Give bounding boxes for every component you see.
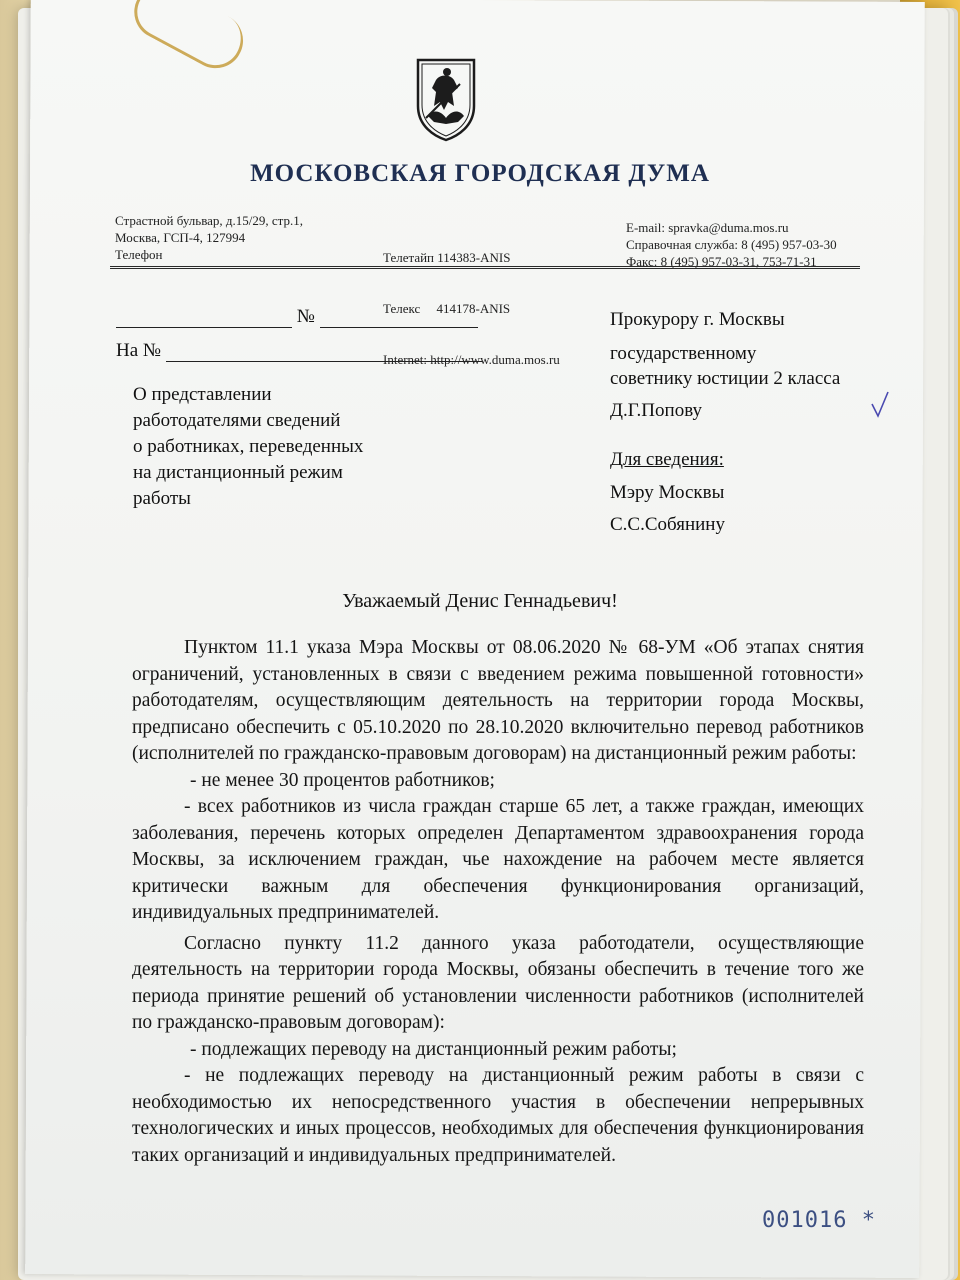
serial-number-stamp: 001016 * — [762, 1208, 876, 1233]
subject-line: о работниках, переведенных — [133, 436, 364, 457]
subject-line: на дистанционный режим — [133, 462, 343, 483]
cc-label: Для сведения: — [610, 449, 724, 470]
telex-line: Телекс 414178-ANIS — [383, 301, 511, 316]
reply-number-field — [116, 340, 482, 362]
subject-line: работы — [133, 488, 191, 509]
cc-line: Мэру Москвы — [610, 482, 725, 503]
address-line: Телефон — [115, 247, 163, 262]
list-item: - подлежащих переводу на дистанционный режим работы; — [190, 1038, 677, 1060]
date-blank — [116, 309, 292, 328]
address-block — [115, 212, 303, 263]
address-line: Москва, ГСП-4, 127994 — [115, 230, 246, 245]
subject-line: О представлении — [133, 384, 272, 405]
list-item: - всех работников из числа граждан старше 65 лет, а также граждан, имеющих заболевания, перечень которых определен Департаментом здравоохранения города Москвы, за исключением граждан, чье нахождение на рабочем месте является критически важным для обеспечения функционирования организаций, индивидуальных предпринимателей. — [132, 796, 864, 923]
reply-blank — [166, 343, 482, 362]
recipient-line: советнику юстиции 2 класса — [610, 368, 841, 389]
help-line: Справочная служба: 8 (495) 957-03-30 — [626, 237, 837, 252]
letter-body — [132, 635, 864, 1169]
number-sign: № — [296, 306, 315, 327]
recipient-line: государственному — [610, 343, 757, 364]
email-line: E-mail: spravka@duma.mos.ru — [626, 220, 789, 235]
list-item: - не менее 30 процентов работников; — [190, 769, 495, 791]
teletype-line: Телетайп 114383-ANIS — [383, 250, 511, 265]
paragraph: Пунктом 11.1 указа Мэра Москвы от 08.06.2020 № 68-УМ «Об этапах снятия ограничений, установленных в связи с введением режима повышенной готовности» работодателям, осуществляющим деятельность на территории города Москвы, предписано обеспечить с 05.10.2020 по 28.10.2020 включительно перевод работников (исполнителей по гражданско-правовым договорам) на дистанционный режим работы: — [132, 637, 864, 764]
letterhead-divider — [110, 266, 860, 269]
contacts-block — [626, 219, 837, 270]
greeting: Уважаемый Денис Геннадьевич! — [342, 590, 618, 612]
subject-line: работодателями сведений — [133, 410, 341, 431]
subject-block — [133, 382, 363, 512]
recipient-name: Д.Г.Попову — [610, 400, 703, 421]
list-item: - не подлежащих переводу на дистанционный режим работы в связи с необходимостью их непосредственного участия в обеспечении непрерывных технологических и иных процессов, необходимых для обеспечения функционирования таких организаций и индивидуальных предпринимателей. — [132, 1065, 864, 1166]
organization-name: МОСКОВСКАЯ ГОРОДСКАЯ ДУМА — [250, 160, 710, 187]
fax-line: Факс: 8 (495) 957-03-31, 753-71-31 — [626, 254, 817, 269]
paragraph: Согласно пункту 11.2 данного указа работодатели, осуществляющие деятельность на территории города Москвы, обязаны обеспечить в течение того же периода принятие решений об установлении численности работников (исполнителей по гражданско-правовым договорам): — [132, 932, 864, 1033]
paper-clip-icon — [125, 0, 253, 78]
address-line: Страстной бульвар, д.15/29, стр.1, — [115, 213, 304, 228]
checkmark-icon — [870, 390, 890, 420]
number-blank — [320, 309, 478, 328]
reply-label: На № — [116, 340, 162, 361]
moscow-coat-of-arms-icon — [414, 58, 478, 142]
recipient-line: Прокурору г. Москвы — [610, 309, 785, 330]
internet-line: Internet: http://www.duma.mos.ru — [383, 352, 560, 367]
outgoing-number-field — [116, 306, 478, 328]
cc-line: С.С.Собянину — [610, 514, 725, 535]
